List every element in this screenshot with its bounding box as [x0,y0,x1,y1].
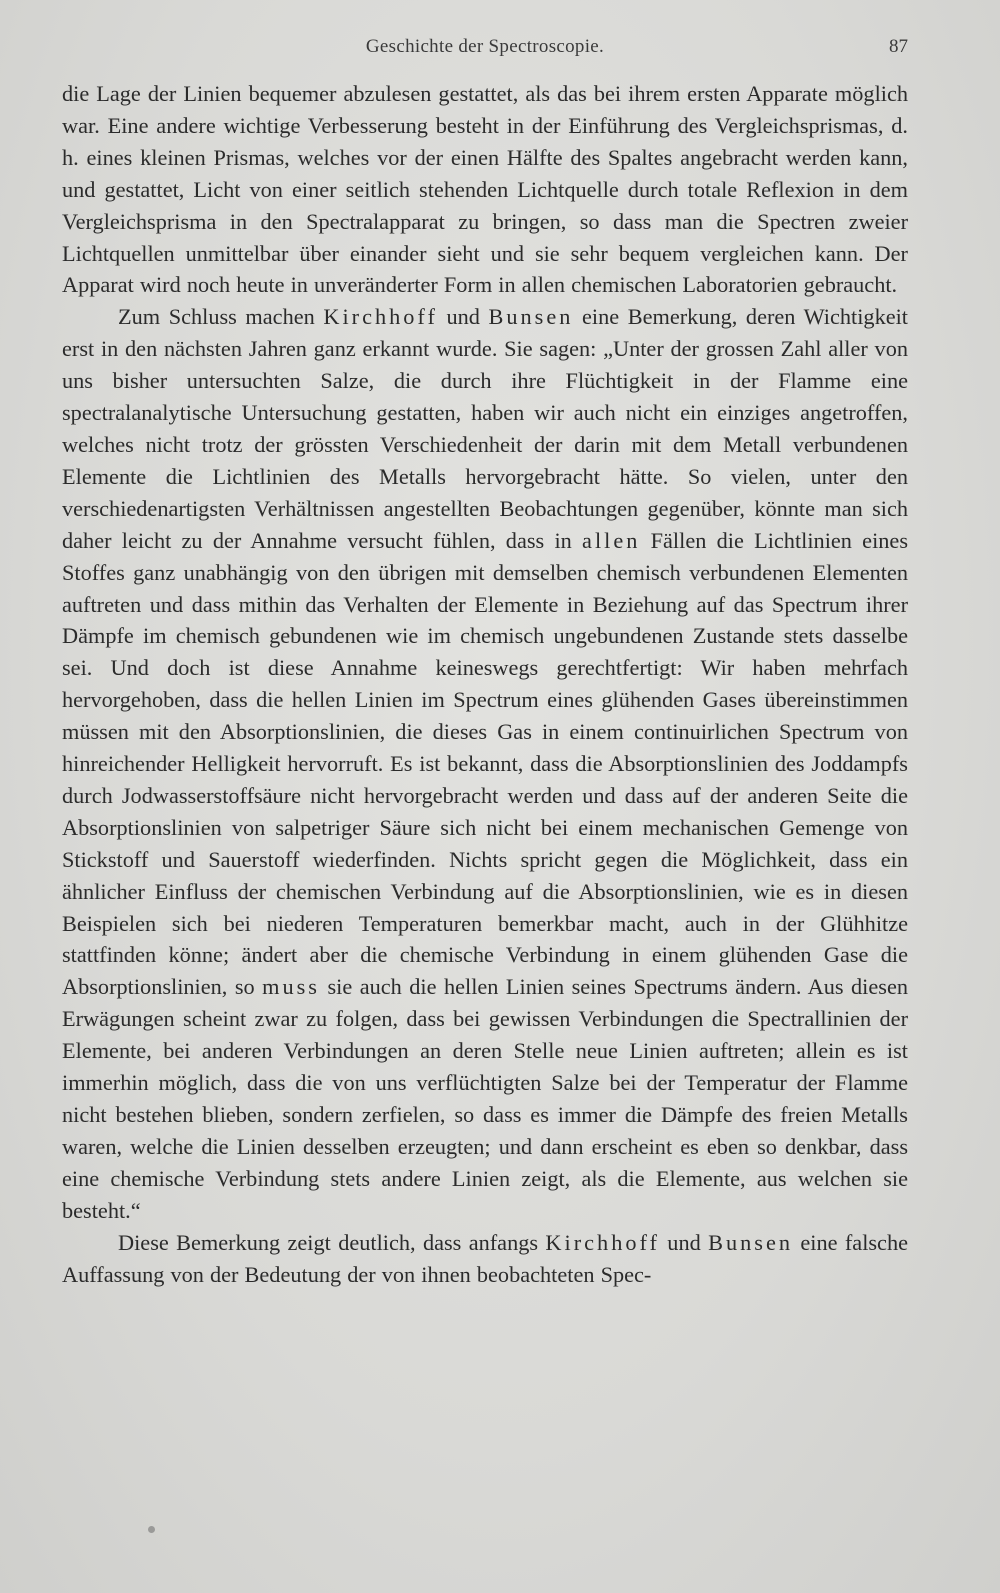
paper-speck [148,1526,155,1533]
author-name-kirchhoff: Kirchhoff [323,304,438,330]
text-segment: Diese Bemerkung zeigt deutlich, dass anfangs [118,1229,546,1255]
author-name-kirchhoff: Kirchhoff [545,1229,660,1255]
author-name-bunsen: Bunsen [488,304,574,330]
text-segment: Fällen die Lichtlinien eines Stoffes ganz unabhängig von den übrigen mit demselben chemisch verbundenen Elementen auftreten und dass mithin das Verhalten der Elemente in Beziehung auf das Spectrum ihrer Dämpfe im chemisch gebundenen wie im chemisch ungebundenen Zustande stets dasselbe sei. Und doch ist diese Annahme keineswegs gerechtfertigt: Wir haben mehrfach hervorgehoben, dass die hellen Linien im Spectrum eines glühenden Gases übereinstimmen müssen mit den Absorptionslinien, die dieses Gas in einem continuirlichen Spectrum von hinreichender Helligkeit hervorruft. Es ist bekannt, dass die Absorptionslinien des Joddampfs durch Jodwasserstoffsäure nicht hervorgebracht werden und dass auf der anderen Seite die Absorptionslinien von salpetriger Säure sich nicht bei einem mechanischen Gemenge von Stickstoff und Sauerstoff wiederfinden. Nichts spricht gegen die Möglichkeit, dass ein ähnlicher Einfluss der chemischen Verbindung auf die Absorptionslinien, wie es in diesen Beispielen sich bei niederen Temperaturen bemerkbar macht, auch in der Glühhitze stattfinden könne; ändert aber die chemische Verbindung in einem glühenden Gase die Absorptionslinien, so [62,527,908,1000]
body-text [62,78,908,1290]
page-number: 87 [889,36,908,57]
text-segment: die Lage der Linien bequemer abzulesen gestattet, als das bei ihrem ersten Apparate möglich war. Eine andere wichtige Verbesserung besteht in der Einführung des Vergleichsprismas, d. h. eines kleinen Prismas, welches vor der einen Hälfte des Spaltes angebracht werden kann, und gestattet, Licht von einer seitlich stehenden Lichtquelle durch totale Reflexion in dem Vergleichsprisma in den Spectralapparat zu bringen, so dass man die Spectren zweier Lichtquellen unmittelbar über einander sieht und sie sehr bequem vergleichen kann. Der Apparat wird noch heute in unveränderter Form in allen chemischen Laboratorien gebraucht. [62,81,908,298]
paragraph-3 [62,1227,908,1291]
text-segment: sie auch die hellen Linien seines Spectrums ändern. Aus diesen Erwägungen scheint zwar zu folgen, dass bei gewissen Verbindungen die Spectrallinien der Elemente, bei anderen Verbindungen an deren Stelle neue Linien auftreten; allein es ist immerhin möglich, dass die von uns verflüchtigten Salze bei der Temperatur der Flamme nicht bestehen blieben, sondern zerfielen, so dass es immer die Dämpfe des freien Metalls waren, welche die Linien desselben erzeugten; und dann erscheint es eben so denkbar, dass eine chemische Verbindung stets andere Linien zeigt, als die Elemente, aus welchen sie besteht.“ [62,974,908,1223]
author-name-bunsen: Bunsen [708,1229,794,1255]
emphasis-muss: muss [262,974,320,1000]
running-head [62,36,908,66]
text-segment: Zum Schluss machen [118,304,324,330]
text-segment: eine Bemerkung, deren Wichtigkeit erst in den nächsten Jahren ganz erkannt wurde. Sie sagen: „Unter der grossen Zahl aller von uns bisher untersuchten Salze, die durch ihre Flüchtigkeit in der Flamme eine spectralanalytische Untersuchung gestatten, haben wir auch nicht ein einziges angetroffen, welches nicht trotz der grössten Verschiedenheit der darin mit dem Metall verbundenen Elemente die Lichtlinien des Metalls hervorgebracht hätte. So vielen, unter den verschiedenartigsten Verhältnissen angestellten Beobachtungen gegenüber, könnte man sich daher leicht zu der Annahme versucht fühlen, dass in [62,304,909,553]
paragraph-2 [62,301,908,1226]
emphasis-allen: allen [582,527,641,553]
paragraph-1 [62,78,908,301]
text-segment: und [437,304,489,330]
running-title: Geschichte der Spectroscopie. [365,36,605,57]
text-segment: eine falsche Auffassung von der Bedeutung der von ihnen beobachteten Spec- [62,1229,909,1287]
text-segment: und [659,1229,709,1255]
